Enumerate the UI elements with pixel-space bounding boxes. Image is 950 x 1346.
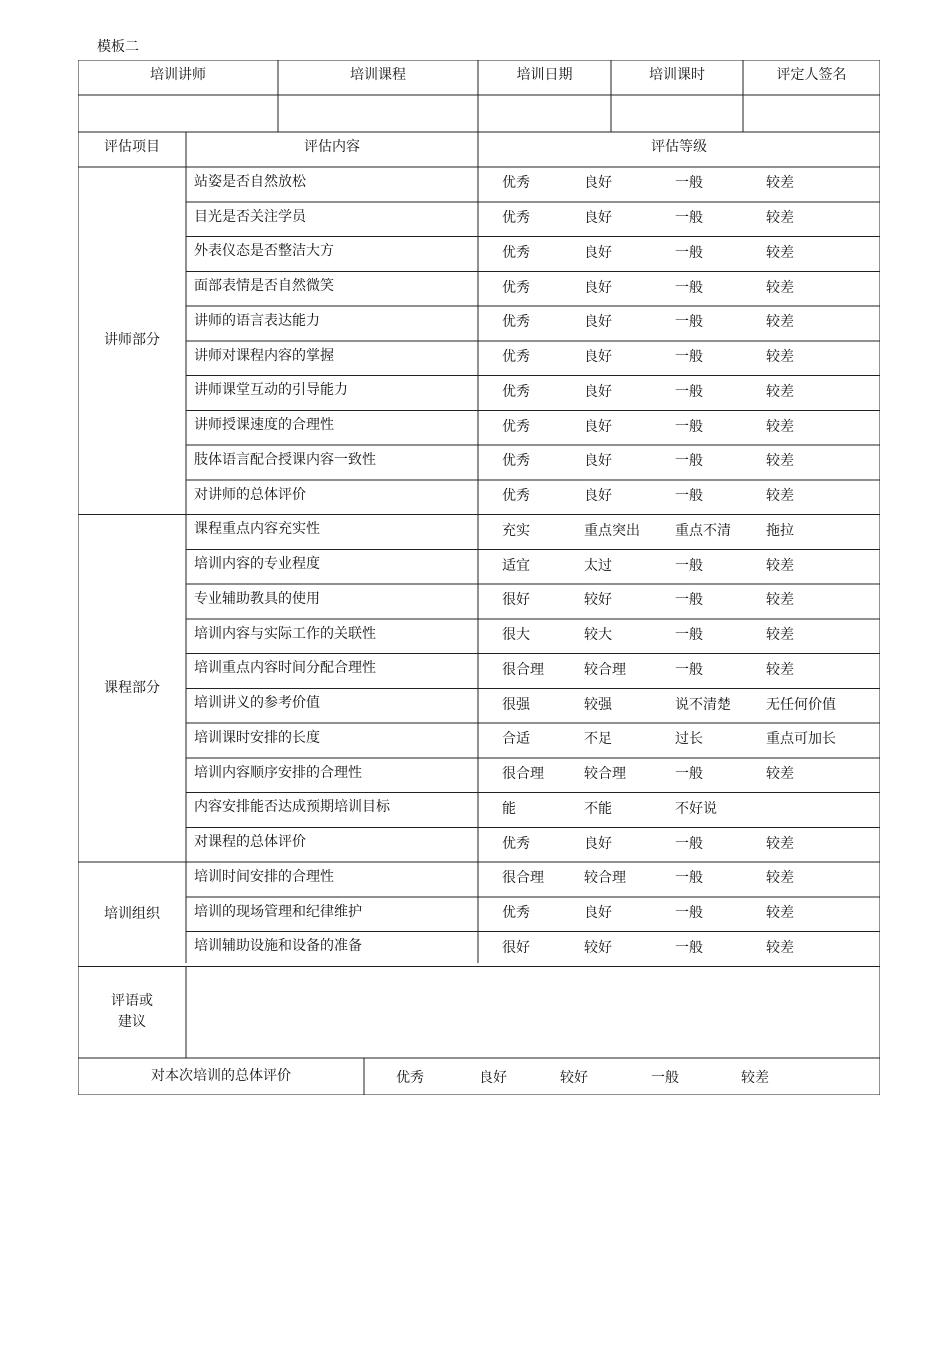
grade-option[interactable]: 一般 — [675, 766, 703, 783]
grade-option[interactable]: 一般 — [675, 939, 703, 956]
grade-option[interactable]: 很好 — [502, 939, 530, 956]
grade-option[interactable]: 较差 — [766, 244, 794, 261]
grade-option[interactable]: 优秀 — [502, 488, 530, 505]
grade-option[interactable]: 较差 — [766, 314, 794, 331]
grade-option[interactable]: 较差 — [766, 383, 794, 400]
grade-option[interactable]: 优秀 — [502, 175, 530, 192]
grade-option[interactable]: 能 — [502, 800, 516, 817]
grade-option[interactable]: 优秀 — [502, 418, 530, 435]
grade-option[interactable]: 良好 — [584, 279, 612, 296]
grade-option[interactable]: 良好 — [584, 418, 612, 435]
header-label: 培训课程 — [350, 66, 406, 83]
subheader-grade: 评估等级 — [651, 138, 707, 155]
grade-option[interactable]: 较差 — [766, 210, 794, 227]
grade-option[interactable]: 一般 — [675, 383, 703, 400]
evaluation-item: 培训时间安排的合理性 — [194, 868, 334, 885]
evaluation-item: 对讲师的总体评价 — [194, 486, 306, 503]
grade-option[interactable]: 一般 — [675, 627, 703, 644]
grade-option[interactable]: 充实 — [502, 522, 530, 539]
grade-option[interactable]: 较差 — [766, 766, 794, 783]
grade-option[interactable]: 较差 — [766, 939, 794, 956]
grade-option[interactable]: 优秀 — [502, 349, 530, 366]
header-label: 评定人签名 — [776, 66, 847, 83]
grade-option[interactable]: 良好 — [584, 314, 612, 331]
comments-label-line: 建议 — [118, 1014, 146, 1031]
grade-option[interactable]: 较差 — [766, 418, 794, 435]
evaluation-item: 讲师课堂互动的引导能力 — [194, 382, 348, 399]
grade-option[interactable]: 重点不清 — [675, 522, 731, 539]
grade-option[interactable]: 优秀 — [502, 383, 530, 400]
evaluation-item: 对课程的总体评价 — [194, 834, 306, 851]
grade-option[interactable]: 良好 — [584, 175, 612, 192]
comments-field[interactable] — [186, 966, 880, 1058]
subheader-item: 评估项目 — [104, 138, 160, 155]
evaluation-item: 专业辅助教具的使用 — [194, 590, 320, 607]
grade-option[interactable]: 很合理 — [502, 661, 544, 678]
overall-grade-option[interactable]: 较好 — [560, 1069, 588, 1086]
evaluation-item: 培训讲义的参考价值 — [194, 695, 320, 712]
grade-option[interactable]: 很好 — [502, 592, 530, 609]
overall-grade-option[interactable]: 良好 — [479, 1069, 507, 1086]
grade-option[interactable]: 较好 — [584, 592, 612, 609]
evaluation-form — [78, 60, 880, 1095]
grade-option[interactable]: 较大 — [584, 627, 612, 644]
grade-option[interactable]: 一般 — [675, 557, 703, 574]
evaluation-item: 培训课时安排的长度 — [194, 729, 320, 746]
grade-option[interactable]: 较差 — [766, 488, 794, 505]
comments-label — [78, 966, 186, 1058]
grade-option[interactable]: 很强 — [502, 696, 530, 713]
evaluation-item: 肢体语言配合授课内容一致性 — [194, 451, 376, 468]
grade-option[interactable]: 一般 — [675, 279, 703, 296]
header-label: 培训课时 — [649, 66, 705, 83]
grade-option[interactable]: 较合理 — [584, 870, 626, 887]
grade-option[interactable]: 合适 — [502, 731, 530, 748]
grade-option[interactable]: 一般 — [675, 244, 703, 261]
section-label: 课程部分 — [104, 679, 160, 696]
grade-option[interactable]: 一般 — [675, 210, 703, 227]
grade-option[interactable]: 一般 — [675, 592, 703, 609]
evaluation-item: 面部表情是否自然微笑 — [194, 278, 334, 295]
grade-option[interactable]: 较合理 — [584, 661, 626, 678]
grade-option[interactable]: 良好 — [584, 453, 612, 470]
grade-option[interactable]: 较差 — [766, 453, 794, 470]
section-label: 培训组织 — [104, 905, 160, 922]
grade-option[interactable]: 较差 — [766, 592, 794, 609]
evaluation-item: 培训重点内容时间分配合理性 — [194, 660, 376, 677]
grade-option[interactable]: 一般 — [675, 175, 703, 192]
header-value-field[interactable] — [78, 95, 278, 132]
overall-grade-option[interactable]: 一般 — [651, 1069, 679, 1086]
grade-option[interactable]: 不足 — [584, 731, 612, 748]
grade-option[interactable]: 较差 — [766, 835, 794, 852]
grade-option[interactable]: 较差 — [766, 905, 794, 922]
overall-label: 对本次培训的总体评价 — [151, 1068, 291, 1084]
evaluation-item: 站姿是否自然放松 — [194, 173, 306, 190]
evaluation-item: 培训辅助设施和设备的准备 — [194, 938, 362, 955]
evaluation-item: 目光是否关注学员 — [194, 208, 306, 225]
grade-option[interactable]: 优秀 — [502, 314, 530, 331]
overall-grade-option[interactable]: 优秀 — [396, 1069, 424, 1086]
evaluation-item: 讲师授课速度的合理性 — [194, 417, 334, 434]
header-value-field[interactable] — [278, 95, 478, 132]
subheader-content: 评估内容 — [304, 138, 360, 155]
section-label: 讲师部分 — [104, 332, 160, 349]
header-value-field[interactable] — [611, 95, 743, 132]
grade-option[interactable]: 良好 — [584, 349, 612, 366]
evaluation-item: 培训的现场管理和纪律维护 — [194, 903, 362, 920]
grade-option[interactable]: 一般 — [675, 314, 703, 331]
grade-option[interactable]: 很大 — [502, 627, 530, 644]
evaluation-item: 内容安排能否达成预期培训目标 — [194, 799, 390, 816]
grade-option[interactable]: 较差 — [766, 557, 794, 574]
grade-option[interactable]: 优秀 — [502, 244, 530, 261]
grade-option[interactable]: 一般 — [675, 905, 703, 922]
grade-option[interactable]: 较差 — [766, 349, 794, 366]
evaluation-item: 课程重点内容充实性 — [194, 521, 320, 538]
grade-option[interactable]: 一般 — [675, 349, 703, 366]
grade-option[interactable]: 较好 — [584, 939, 612, 956]
evaluation-item: 培训内容顺序安排的合理性 — [194, 764, 362, 781]
evaluation-item: 讲师的语言表达能力 — [194, 312, 320, 329]
template-title: 模板二 — [97, 39, 139, 55]
grade-option[interactable]: 优秀 — [502, 279, 530, 296]
grade-option[interactable]: 很合理 — [502, 766, 544, 783]
grade-option[interactable]: 一般 — [675, 870, 703, 887]
grade-option[interactable]: 较差 — [766, 870, 794, 887]
header-label: 培训日期 — [516, 66, 573, 83]
grade-option[interactable]: 一般 — [675, 661, 703, 678]
grade-option[interactable]: 一般 — [675, 453, 703, 470]
grade-option[interactable]: 不好说 — [675, 800, 717, 817]
grade-option[interactable]: 良好 — [584, 835, 612, 852]
grade-option[interactable]: 一般 — [675, 488, 703, 505]
grade-option[interactable]: 优秀 — [502, 210, 530, 227]
comments-label-line: 评语或 — [111, 993, 153, 1010]
grade-option[interactable]: 不能 — [584, 800, 612, 817]
grade-option[interactable]: 一般 — [675, 835, 703, 852]
evaluation-item: 培训内容与实际工作的关联性 — [194, 625, 376, 642]
grade-option[interactable]: 说不清楚 — [675, 696, 731, 713]
grade-option[interactable]: 良好 — [584, 383, 612, 400]
grade-option[interactable]: 太过 — [584, 557, 612, 574]
grade-option[interactable]: 无任何价值 — [766, 696, 836, 713]
header-value-field[interactable] — [478, 95, 611, 132]
grade-option[interactable]: 良好 — [584, 244, 612, 261]
grade-option[interactable]: 优秀 — [502, 905, 530, 922]
grade-option[interactable]: 较合理 — [584, 766, 626, 783]
grade-option[interactable]: 优秀 — [502, 835, 530, 852]
grade-option[interactable]: 良好 — [584, 210, 612, 227]
overall-grade-option[interactable]: 较差 — [741, 1069, 769, 1086]
header-label: 培训讲师 — [150, 66, 206, 83]
grade-option[interactable]: 适宜 — [502, 557, 530, 574]
grade-option[interactable]: 较差 — [766, 661, 794, 678]
grade-option[interactable]: 较强 — [584, 696, 612, 713]
grade-option[interactable]: 一般 — [675, 418, 703, 435]
evaluation-item: 讲师对课程内容的掌握 — [194, 347, 334, 364]
grade-option[interactable]: 优秀 — [502, 453, 530, 470]
header-value-field[interactable] — [743, 95, 880, 132]
grade-option[interactable]: 较差 — [766, 627, 794, 644]
grade-option[interactable]: 拖拉 — [766, 522, 794, 539]
grade-option[interactable]: 很合理 — [502, 870, 544, 887]
grade-option[interactable]: 过长 — [675, 731, 703, 748]
grade-option[interactable]: 重点突出 — [584, 522, 640, 539]
evaluation-item: 培训内容的专业程度 — [194, 556, 320, 573]
grade-option[interactable]: 重点可加长 — [766, 731, 836, 748]
grade-option[interactable]: 良好 — [584, 905, 612, 922]
grade-option[interactable]: 较差 — [766, 279, 794, 296]
evaluation-item: 外表仪态是否整洁大方 — [194, 243, 334, 260]
grade-option[interactable]: 较差 — [766, 175, 794, 192]
grade-option[interactable]: 良好 — [584, 488, 612, 505]
